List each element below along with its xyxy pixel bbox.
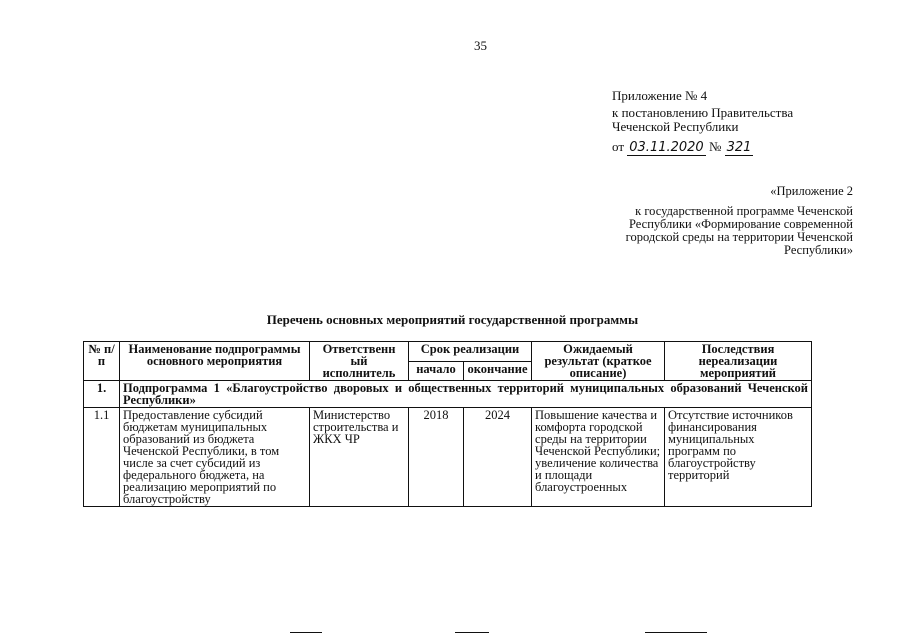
program-annex-title: «Приложение 2 xyxy=(770,184,853,198)
bottom-rule-right xyxy=(645,632,707,633)
row-name: Предоставление субсидий бюджетам муниципальных образований из бюджета Чеченской Республики, в том числе за счет субсидий из федерального бюджета, на реализацию мероприятий по благоустройству xyxy=(120,408,310,507)
annex-line-2: к постановлению Правительства xyxy=(612,105,794,120)
bottom-rule-center xyxy=(455,632,489,633)
subprogram-title: Подпрограмма 1 «Благоустройство дворовых и общественных территорий муниципальных образований Чеченской Республики» xyxy=(120,381,812,408)
header-name: Наименование подпрограммы основного мероприятия xyxy=(120,342,310,381)
row-end: 2024 xyxy=(464,408,532,507)
row-num: 1.1 xyxy=(84,408,120,507)
header-end: окончание xyxy=(464,361,532,381)
annex-title: Приложение № 4 xyxy=(612,88,708,103)
header-result: Ожидаемый результат (краткое описание) xyxy=(532,342,665,381)
number-prefix: № xyxy=(708,139,722,154)
header-executor: Ответственн ый исполнитель xyxy=(310,342,409,381)
header-start: начало xyxy=(409,361,464,381)
subprogram-num: 1. xyxy=(84,381,120,408)
row-result: Повышение качества и комфорта городской среды на территории Чеченской Республики; увеличение количества и площади благоустроенных xyxy=(532,408,665,507)
annex-date-row xyxy=(612,139,753,155)
bottom-rule-left xyxy=(290,632,322,633)
row-consequences: Отсутствие источников финансирования муниципальных программ по благоустройству территорий xyxy=(665,408,812,507)
row-start: 2018 xyxy=(409,408,464,507)
header-row xyxy=(84,342,812,362)
header-consequences: Последствия нереализации мероприятий xyxy=(665,342,812,381)
date-prefix: от xyxy=(612,139,625,154)
header-num: № п/п xyxy=(84,342,120,381)
page-number: 35 xyxy=(474,38,487,53)
program-annex-text: к государственной программе Чеченской Республики «Формирование современной городской среды на территории Чеченской Республики» xyxy=(625,204,853,257)
subprogram-row xyxy=(84,381,812,408)
header-term: Срок реализации xyxy=(409,342,532,362)
document-title: Перечень основных мероприятий государственной программы xyxy=(266,312,639,327)
annex-line-3: Чеченской Республики xyxy=(612,119,739,134)
handwritten-date: 03.11.2020 xyxy=(629,140,704,155)
events-table xyxy=(83,341,812,507)
row-executor: Министерство строительства и ЖКХ ЧР xyxy=(310,408,409,507)
table-row xyxy=(84,408,812,507)
handwritten-number: 321 xyxy=(726,140,752,155)
